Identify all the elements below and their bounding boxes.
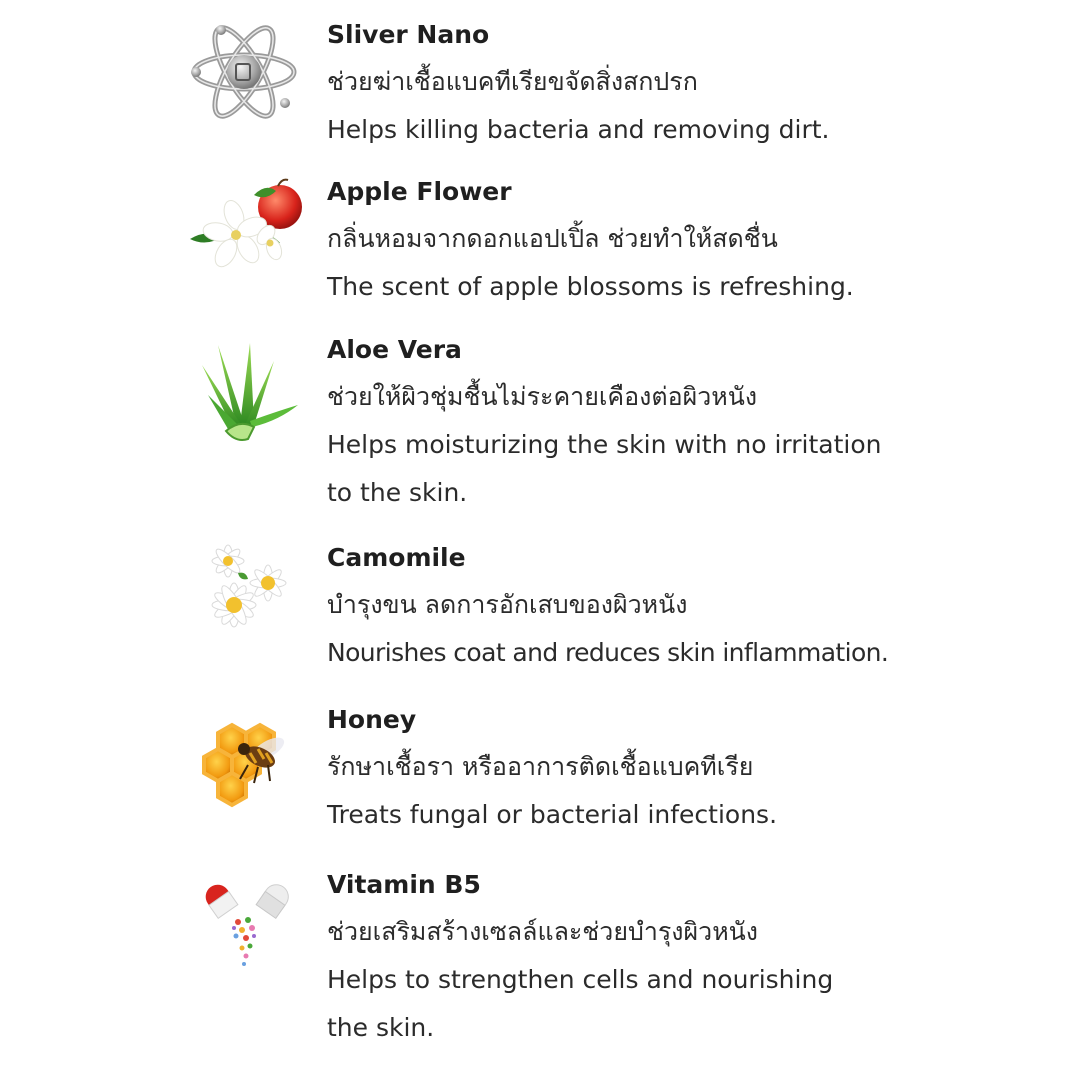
ingredient-english-text: Treats fungal or bacterial infections.	[327, 800, 778, 829]
aloe-vera-icon	[188, 335, 304, 445]
honeycomb-bee-icon	[188, 705, 304, 815]
ingredient-title: Camomile	[327, 543, 466, 572]
ingredient-thai-text: รักษาเชื้อรา หรืออาการติดเชื้อแบคทีเรีย	[327, 752, 754, 781]
apple-flower-icon	[188, 177, 304, 287]
ingredient-english-text: The scent of apple blossoms is refreshing.	[327, 272, 854, 301]
ingredient-english-text-continued: to the skin.	[327, 478, 468, 507]
ingredient-thai-text: กลิ่นหอมจากดอกแอปเปิ้ล ช่วยทำให้สดชื่น	[327, 224, 778, 253]
ingredient-english-text-continued: the skin.	[327, 1013, 435, 1042]
ingredient-english-text: Helps to strengthen cells and nourishing	[327, 965, 834, 994]
ingredient-thai-text: ช่วยฆ่าเชื้อแบคทีเรียขจัดสิ่งสกปรก	[327, 67, 698, 96]
ingredient-title: Apple Flower	[327, 177, 512, 206]
ingredient-title: Vitamin B5	[327, 870, 481, 899]
ingredient-english-text: Nourishes coat and reduces skin inflammation.	[327, 638, 889, 667]
capsule-icon	[188, 870, 304, 980]
ingredient-thai-text: ช่วยให้ผิวชุ่มชื้นไม่ระคายเคืองต่อผิวหนัง	[327, 382, 758, 411]
ingredient-thai-text: บำรุงขน ลดการอักเสบของผิวหนัง	[327, 590, 688, 619]
ingredient-english-text: Helps moisturizing the skin with no irritation	[327, 430, 882, 459]
ingredient-thai-text: ช่วยเสริมสร้างเซลล์และช่วยบำรุงผิวหนัง	[327, 917, 758, 946]
ingredient-english-text: Helps killing bacteria and removing dirt.	[327, 115, 830, 144]
atom-icon	[188, 20, 304, 130]
ingredient-title: Sliver Nano	[327, 20, 490, 49]
ingredient-title: Honey	[327, 705, 417, 734]
ingredient-title: Aloe Vera	[327, 335, 462, 364]
camomile-flower-icon	[188, 543, 304, 653]
